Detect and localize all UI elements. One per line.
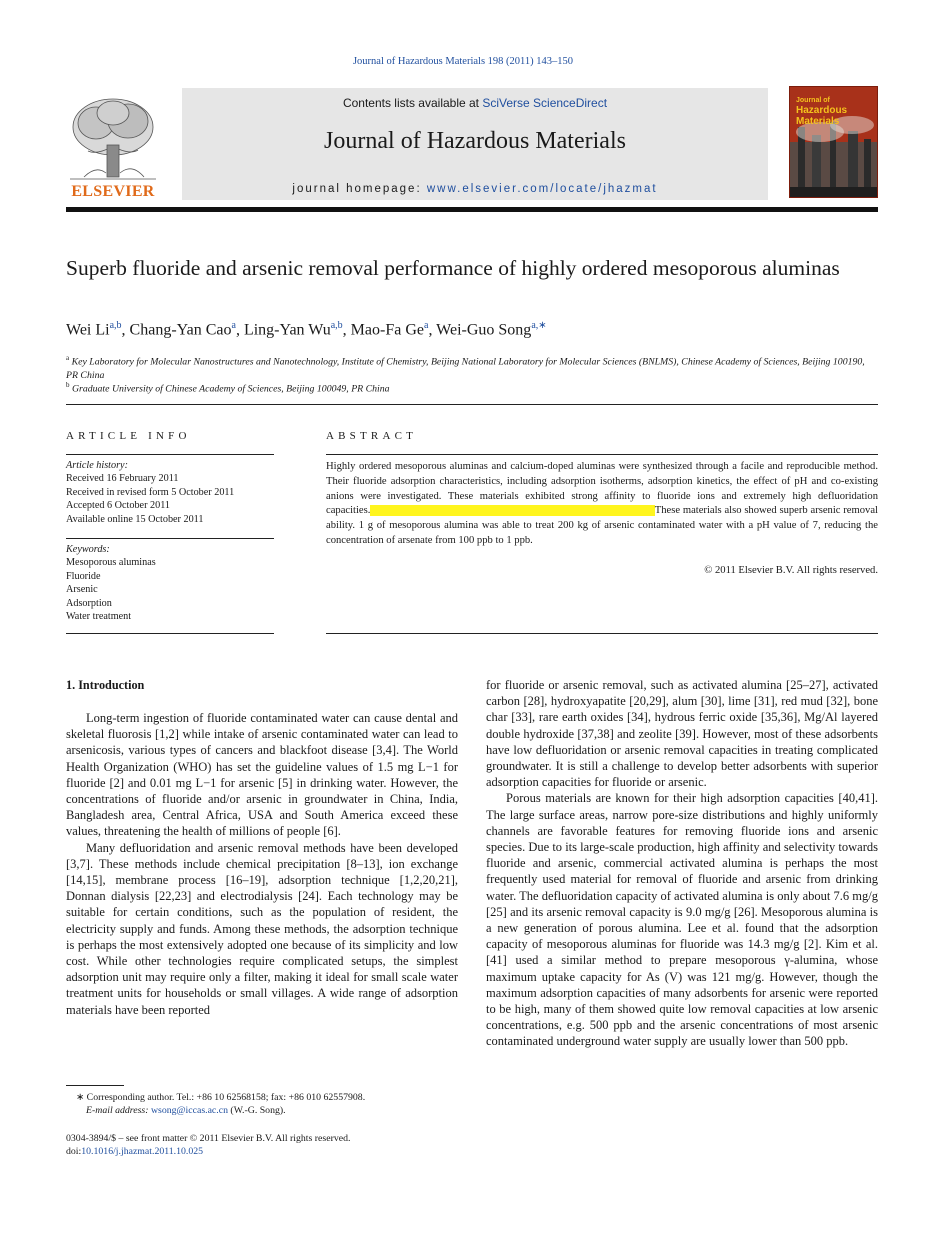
history-revised: Received in revised form 5 October 2011 [66, 486, 235, 498]
abstract-heading: ABSTRACT [326, 430, 418, 442]
author-list [66, 320, 878, 339]
issn-line: 0304-3894/$ – see front matter © 2011 Elsevier B.V. All rights reserved. [66, 1133, 351, 1144]
email-link[interactable]: wsong@iccas.ac.cn [150, 1105, 228, 1116]
author-name: Mao-Fa Ge [350, 321, 424, 339]
keywords-rule [66, 538, 274, 539]
author-separator: , [235, 321, 244, 339]
publisher-wordmark: ELSEVIER [71, 183, 155, 200]
cover-text-2: Hazardous [796, 105, 848, 116]
author-name: Chang-Yan Cao [129, 321, 232, 339]
paragraph: Long-term ingestion of fluoride contaminated water can cause dental and skeletal fluorosis [1,2] while intake of arsenic contaminated water can lead to arsenicosis, various types of cancers and blackfoot disease [3,4]. The World Health Organization (WHO) has set the guideline values of 1.5 mg L−1 for fluoride [2] and 0.01 mg L−1 for arsenic [5] in drinking water. However, the concentrations of fluoride and/or arsenic in groundwater in China, India, Bangladesh area, Central Africa, USA and South America exceed these values, threatening the health of millions of people [6]. [66, 711, 458, 839]
author-separator: , [342, 321, 351, 339]
article-history [66, 459, 274, 526]
sciencedirect-link[interactable]: SciVerse ScienceDirect [482, 96, 608, 110]
abstract-text-start: Highly ordered mesoporous aluminas and calcium-doped aluminas were synthesized through a facile and reproducible method. Their fluoride adsorption characteristics, including adsorption isotherms, adsorption kinetics, the effect of pH and co-existing anions were investigated. These materials exhibited strong affinity to fluoride ions and extremely high defluoridation capacities. [326, 461, 878, 517]
journal-cover-thumbnail[interactable] [789, 86, 878, 198]
article-info-bottom-rule [66, 633, 274, 634]
history-received: Received 16 February 2011 [66, 473, 179, 485]
homepage-prefix: journal homepage: [292, 183, 427, 195]
abstract-rule [326, 454, 878, 455]
history-accepted: Accepted 6 October 2011 [66, 500, 171, 512]
author-affiliation-mark[interactable]: a,b [109, 320, 122, 331]
paragraph: Porous materials are known for their high adsorption capacities [40,41]. The large surface areas, narrow pore-size distributions and highly uniformly channels are favorable features for removing fluoride ions and arsenic species. Due to its large-scale production, high affinity and selectivity towards fluoride and arsenic, commercial activated alumina is perhaps the most frequently used material for removal of fluoride and arsenic from drinking water. The defluoridation capacity of activated alumina is only about 7.6 mg/g [25] and its arsenic removal capacity is 9.0 mg/g [26]. Mesoporous alumina is a new generation of porous alumina. Lee et al. found that the adsorption capacity of mesoporous aluminas for fluoride was 14.3 mg/g [2]. Kim et al. [41] used a similar method to prepare mesoporous γ-alumina, whose maximum uptake capacity for As (V) was 121 mg/g. However, though the maximum adsorption capacities of many adsorbents for arsenic were reported to be high, many of them showed quite low removal capacities at low arsenic concentrations, e.g. 500 ppb and the arsenic concentrations of most arsenic contaminated underground water supply are usually lower than 500 ppb. [486, 791, 878, 1049]
abstract-text [326, 460, 878, 549]
affiliation-b [66, 379, 878, 396]
masthead-rule [66, 207, 878, 212]
keywords-label: Keywords: [66, 544, 110, 555]
cover-text-3: Materials [796, 116, 840, 127]
author-separator: , [121, 321, 130, 339]
author-name: Ling-Yan Wu [243, 321, 331, 339]
author-affiliation-mark[interactable]: a [423, 320, 429, 331]
keyword: Arsenic [66, 584, 98, 596]
author-separator: , [428, 321, 437, 339]
affiliation-text: Graduate University of Chinese Academy of Sciences, Beijing 100049, PR China [71, 383, 390, 395]
journal-title: Journal of Hazardous Materials [324, 128, 626, 154]
corresponding-author-note: ∗ Corresponding author. Tel.: +86 10 62568158; fax: +86 010 62557908. [76, 1092, 366, 1103]
contents-line [182, 96, 768, 110]
article-title: Superb fluoride and arsenic removal performance of highly ordered mesoporous aluminas [66, 256, 840, 280]
history-label: Article history: [66, 460, 128, 471]
section-heading-introduction: 1. Introduction [66, 678, 145, 692]
paragraph: for fluoride or arsenic removal, such as activated alumina [25–27], activated carbon [28], hydroxyapatite [20,29], alum [30], lime [31], red mud [32], bone char [33], rare earth oxides [34], hydrous ferric oxide [35,36], Mg/Al layered double hydroxide [37,38] and zeolite [39]. However, most of these adsorbents have low defluoridation or arsenic removal capacities in treating complicated groundwater. It is still a challenge to develop better adsorbents with superior adsorption capacities for fluoride or arsenic. [486, 678, 878, 790]
paragraph: Many defluoridation and arsenic removal methods have been developed [3,7]. These methods include chemical precipitation [8–13], ion exchange [14,15], membrane process [16–19], adsorption technique [1,2,20,21], Donnan dialysis [22,23] and electrodialysis [24]. Each technology may be suitable for certain conditions, such as the population of resident, the electricity supply and funds. Among these methods, the adsorption technique is perhaps the most extensively adopted one because of its simplicity and low cost. While other technologies require complicated setups, the simplest adsorption unit may require only a filter, making it ideal for small scale water treatment units for households or small villages. A wide range of adsorption materials have been reported [66, 840, 458, 1017]
author-name: Wei Li [66, 321, 110, 339]
doi-label: doi: [66, 1146, 82, 1157]
abstract-copyright: © 2011 Elsevier B.V. All rights reserved. [704, 565, 878, 576]
affiliation-a [66, 352, 878, 382]
running-header[interactable]: Journal of Hazardous Materials 198 (2011) 143–150 [352, 56, 574, 67]
journal-homepage-line [182, 183, 768, 195]
abstract-bottom-rule [326, 633, 878, 634]
doi-line [66, 1145, 466, 1158]
article-info-rule [66, 454, 274, 455]
affiliation-mark: b [66, 381, 70, 389]
homepage-link[interactable]: www.elsevier.com/locate/jhazmat [426, 183, 658, 195]
left-column [66, 710, 458, 1018]
affiliation-text: Key Laboratory for Molecular Nanostructures and Nanotechnology, Institute of Chemistry, Beijing National Laboratory for Molecular Sciences (BNLMS), Chinese Academy of Sciences, Beijing 100190, PR China [66, 356, 865, 381]
highlight-mark[interactable] [370, 505, 654, 516]
affiliation-mark: a [66, 354, 70, 362]
contents-prefix: Contents lists available at [342, 96, 483, 110]
article-info-heading: ARTICLE INFO [66, 430, 191, 442]
footnote-rule [66, 1085, 124, 1086]
author-affiliation-mark[interactable]: a,∗ [531, 320, 547, 331]
keyword: Mesoporous aluminas [66, 557, 156, 569]
abstract-text-end: These materials also showed superb arsenic removal ability. 1 g of mesoporous alumina was able to treat 200 kg of arsenic contaminated water with a pH value of 7, reducing the concentration of arsenate from 100 ppb to 1 ppb. [326, 505, 878, 546]
email-suffix: (W.-G. Song). [227, 1105, 286, 1116]
header-divider [66, 404, 878, 405]
author-affiliation-mark[interactable]: a,b [330, 320, 343, 331]
cover-text-1: Journal of [796, 97, 830, 104]
doi-link[interactable]: 10.1016/j.jhazmat.2011.10.025 [81, 1146, 204, 1157]
right-column [486, 677, 878, 1050]
keywords-block [66, 543, 274, 623]
author-name: Wei-Guo Song [436, 321, 532, 339]
keyword: Fluoride [66, 570, 101, 582]
keyword: Adsorption [66, 597, 112, 609]
keyword: Water treatment [66, 611, 132, 623]
email-footnote [66, 1104, 466, 1117]
history-online: Available online 15 October 2011 [66, 513, 204, 525]
email-label: E-mail address: [86, 1105, 151, 1116]
author-affiliation-mark[interactable]: a [231, 320, 236, 331]
